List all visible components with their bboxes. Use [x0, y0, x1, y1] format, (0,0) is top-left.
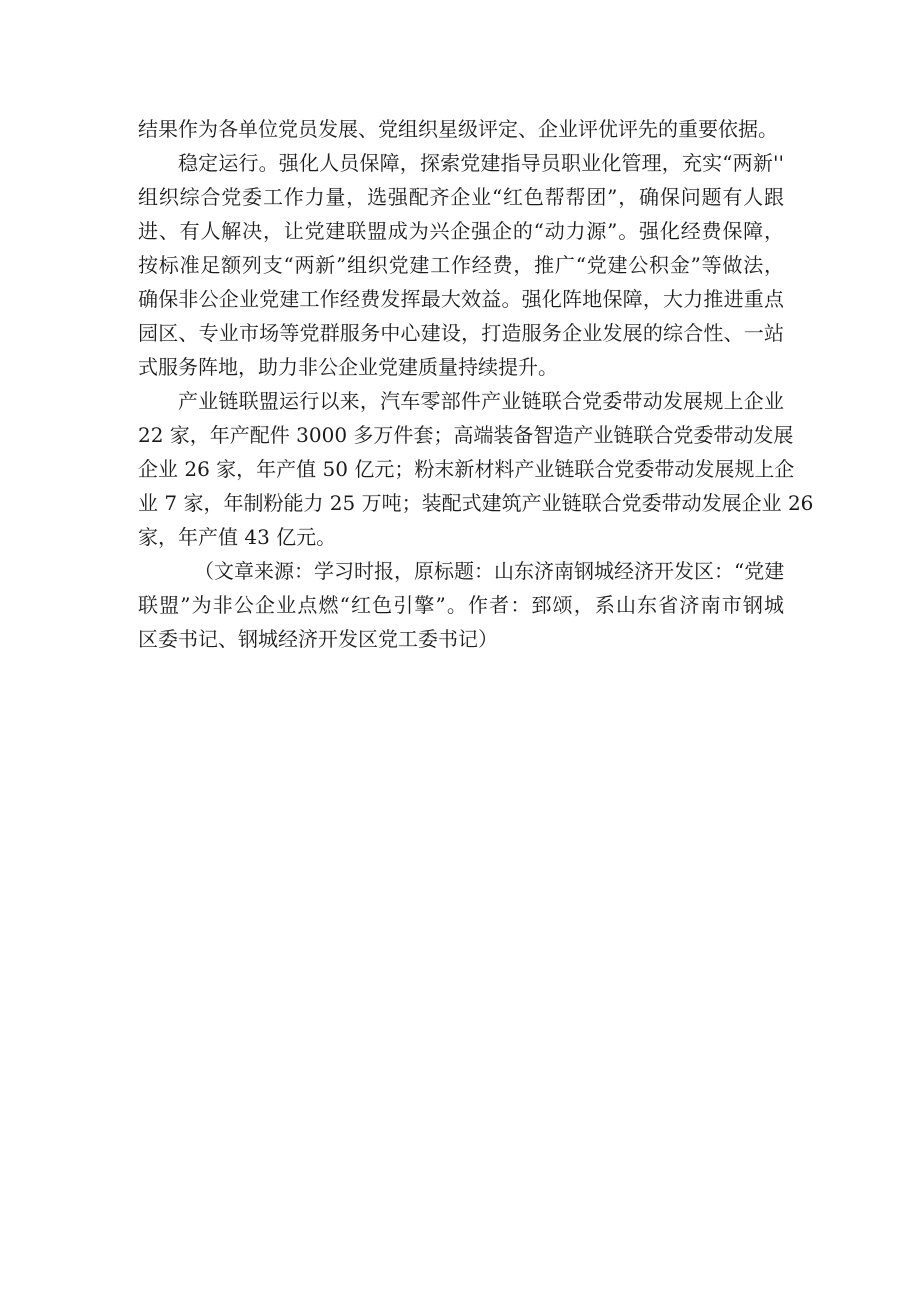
paragraph-line: 企业 26 家，年产值 50 亿元；粉末新材料产业链联合党委带动发展规上企 — [138, 457, 795, 481]
paragraph-line: 按标准足额列支“两新”组织党建工作经费，推广“党建公积金”等做法， — [138, 253, 784, 277]
paragraph-line: 式服务阵地，助力非公企业党建质量持续提升。 — [138, 355, 558, 379]
paragraph-line: 结果作为各单位党员发展、党组织星级评定、企业评优评先的重要依据。 — [138, 117, 778, 141]
paragraph-line: 进、有人解决，让党建联盟成为兴企强企的“动力源”。强化经费保障， — [138, 219, 784, 243]
paragraph-line: 家，年产值 43 亿元。 — [138, 525, 337, 549]
source-note-line: （文章来源：学习时报，原标题：山东济南钢城经济开发区：“党建 — [194, 559, 785, 583]
source-note-line: 联盟”为非公企业点燃“红色引擎”。作者：郅颂，系山东省济南市钢城 — [138, 593, 784, 617]
paragraph-line: 园区、专业市场等党群服务中心建设，打造服务企业发展的综合性、一站 — [138, 321, 784, 345]
paragraph-line: 22 家，年产配件 3000 多万件套；高端装备智造产业链联合党委带动发展 — [138, 423, 794, 447]
article-body — [138, 112, 814, 656]
paragraph-line: 稳定运行。强化人员保障，探索党建指导员职业化管理，充实“两新'' — [178, 151, 784, 175]
source-note-line: 区委书记、钢城经济开发区党工委书记） — [138, 627, 498, 651]
paragraph-line: 确保非公企业党建工作经费发挥最大效益。强化阵地保障，大力推进重点 — [138, 287, 784, 311]
paragraph-line: 业 7 家，年制粉能力 25 万吨；装配式建筑产业链联合党委带动发展企业 26 — [138, 491, 814, 515]
paragraph-line: 产业链联盟运行以来，汽车零部件产业链联合党委带动发展规上企业 — [178, 389, 784, 413]
paragraph-line: 组织综合党委工作力量，选强配齐企业“红色帮帮团”，确保问题有人跟 — [138, 185, 784, 209]
